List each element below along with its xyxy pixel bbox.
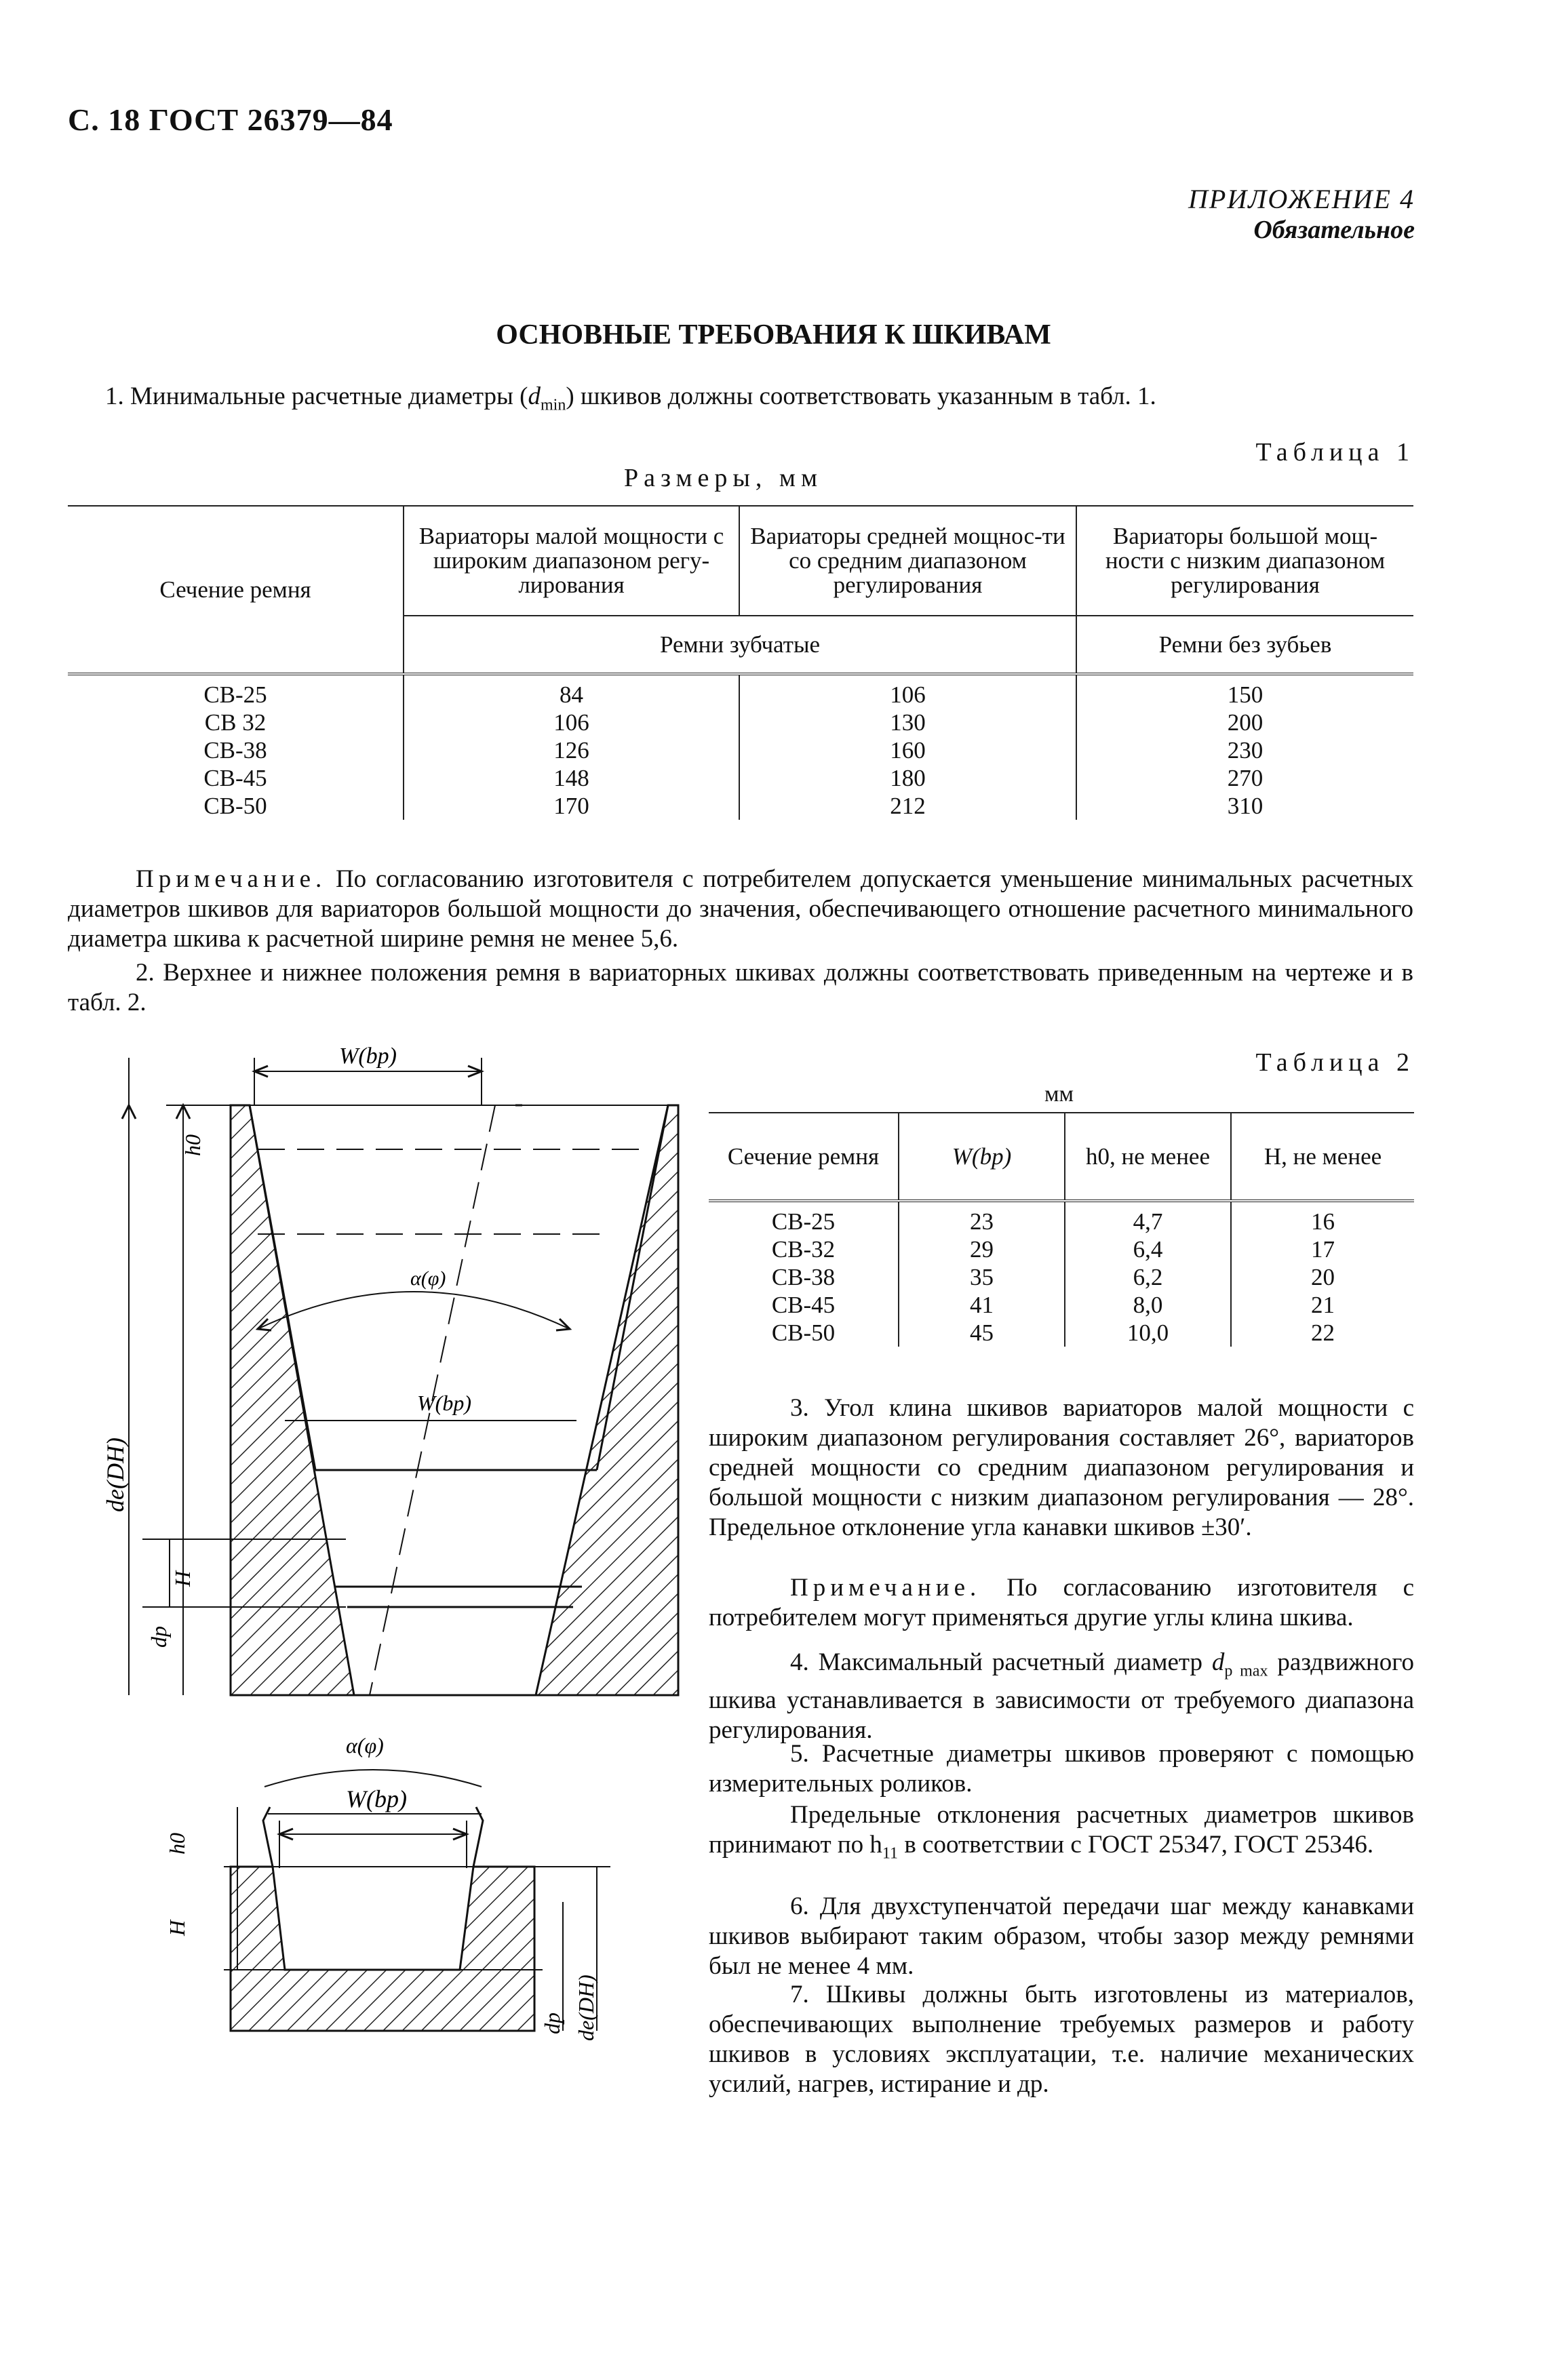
table-2 <box>709 1112 1414 1347</box>
note-1: Примечание. По согласованию изготовителя с потребителем допускается уменьшение минимальных расчетных диаметров шкивов для вариаторов большой мощности до значения, обеспечивающего отношение расчетного минимального диаметра шкива к расчетной ширине ремня не менее 5,6. <box>68 865 1413 953</box>
t2-header-w: W(bp) <box>899 1113 1065 1201</box>
paragraph-5: 5. Расчетные диаметры шкивов проверяют с помощью измерительных роликов. <box>709 1740 1414 1798</box>
paragraph-3: 3. Угол клина шкивов вариаторов малой мощности с широким диапазоном регулирования составляет 26°, вариаторов средней мощности со средним диапазоном регулирования и большой мощности с низким диапазоном регулирования — 28°. Предельное отклонение угла канавки шкивов ±30′. <box>709 1394 1414 1541</box>
table-row: СВ 32 106 130 200 <box>68 709 1413 736</box>
paragraph-1: 1. Минимальные расчетные диаметры $(d_{min})$ шкивов должны соответствовать указанным в табл. 1. <box>105 382 1156 414</box>
note-2: Примечание. По согласованию изготовителя с потребителем могут применяться другие углы клина шкива. <box>709 1574 1414 1631</box>
table2-units: мм <box>1044 1082 1074 1107</box>
table-row: СВ-45 148 180 270 <box>68 764 1413 792</box>
table-row: СВ-38 126 160 230 <box>68 736 1413 764</box>
table-row: СВ-50 45 10,0 22 <box>709 1319 1414 1347</box>
section-title: ОСНОВНЫЕ ТРЕБОВАНИЯ К ШКИВАМ <box>496 319 1051 351</box>
table-row: СВ-32 29 6,4 17 <box>709 1235 1414 1263</box>
appendix-title: ПРИЛОЖЕНИЕ 4 <box>1188 184 1415 214</box>
table2-label: Таблица 2 <box>1255 1048 1415 1077</box>
dim2-width: W(bp) <box>346 1785 407 1812</box>
dim2-angle: α(φ) <box>346 1733 384 1758</box>
table-row: СВ-45 41 8,0 21 <box>709 1291 1414 1319</box>
appendix-block <box>1188 183 1415 245</box>
dim2-H: H <box>165 1920 189 1936</box>
t1-header-col2: Вариаторы средней мощнос-ти со средним диапазоном регулирования <box>739 506 1076 616</box>
pulley-drawing-2 <box>163 1732 651 2044</box>
table1-units: Размеры, мм <box>624 464 823 492</box>
dim-inner-width: W(bp) <box>417 1391 471 1415</box>
t2-header-h0: h0, не менее <box>1065 1113 1231 1201</box>
table-row: СВ-25 23 4,7 16 <box>709 1208 1414 1235</box>
paragraph-7: 7. Шкивы должны быть изготовлены из материалов, обеспечивающих выполнение требуемых размеров и работу шкивов в условиях эксплуатации, т.е. наличие механических усилий, нагрев, истирание и др. <box>709 1981 1414 2098</box>
paragraph-2: 2. Верхнее и нижнее положения ремня в вариаторных шкивах должны соответствовать приведенным на чертеже и в табл. 2. <box>68 959 1413 1016</box>
t2-header-section: Сечение ремня <box>727 1143 880 1170</box>
table-row: СВ-25 84 106 150 <box>68 681 1413 709</box>
table-row: СВ-50 170 212 310 <box>68 792 1413 820</box>
pulley-drawing-1 <box>102 1037 692 1729</box>
dim-H: H <box>170 1570 195 1587</box>
appendix-status: Обязательное <box>1253 216 1415 244</box>
dim-de: de(DH) <box>102 1437 129 1512</box>
dim2-de: de(DH) <box>574 1975 598 2041</box>
t1-group-toothed: Ремни зубчатые <box>404 616 1076 674</box>
dim2-h0: h0 <box>165 1833 189 1855</box>
dim2-dp: dp <box>540 2012 564 2034</box>
t1-header-col1: Вариаторы малой мощности с широким диапазоном регу-лирования <box>404 506 739 616</box>
dim-angle: α(φ) <box>410 1267 446 1290</box>
table1-label: Таблица 1 <box>1255 438 1415 467</box>
page-header: С. 18 ГОСТ 26379—84 <box>68 102 393 137</box>
t1-header-col3: Вариаторы большой мощ-ности с низким диапазоном регулирования <box>1076 506 1413 616</box>
t1-group-plain: Ремни без зубьев <box>1076 616 1413 674</box>
table-row: СВ-38 35 6,2 20 <box>709 1263 1414 1291</box>
paragraph-4: 4. Максимальный расчетный диаметр $d_{p max}$ раздвижного шкива устанавливается в зависимости от требуемого диапазона регулирования. <box>709 1648 1414 1745</box>
groove-profile <box>231 1867 534 2031</box>
dim-h0: h0 <box>180 1134 205 1156</box>
table-1 <box>68 505 1413 820</box>
t2-header-H: H, не менее <box>1231 1113 1414 1201</box>
paragraph-6: 6. Для двухступенчатой передачи шаг между канавками шкивов выбирают таким образом, чтобы зазор между ремнями был не менее 4 мм. <box>709 1892 1414 1980</box>
dim-dp: dp <box>146 1626 171 1648</box>
dim-top-width: W(bp) <box>339 1044 397 1069</box>
paragraph-5b: Предельные отклонения расчетных диаметров шкивов принимают по $h_{11}$ в соответствии с ГОСТ 25347, ГОСТ 25346. <box>709 1801 1414 1863</box>
t1-header-section: Сечение ремня <box>68 506 404 674</box>
